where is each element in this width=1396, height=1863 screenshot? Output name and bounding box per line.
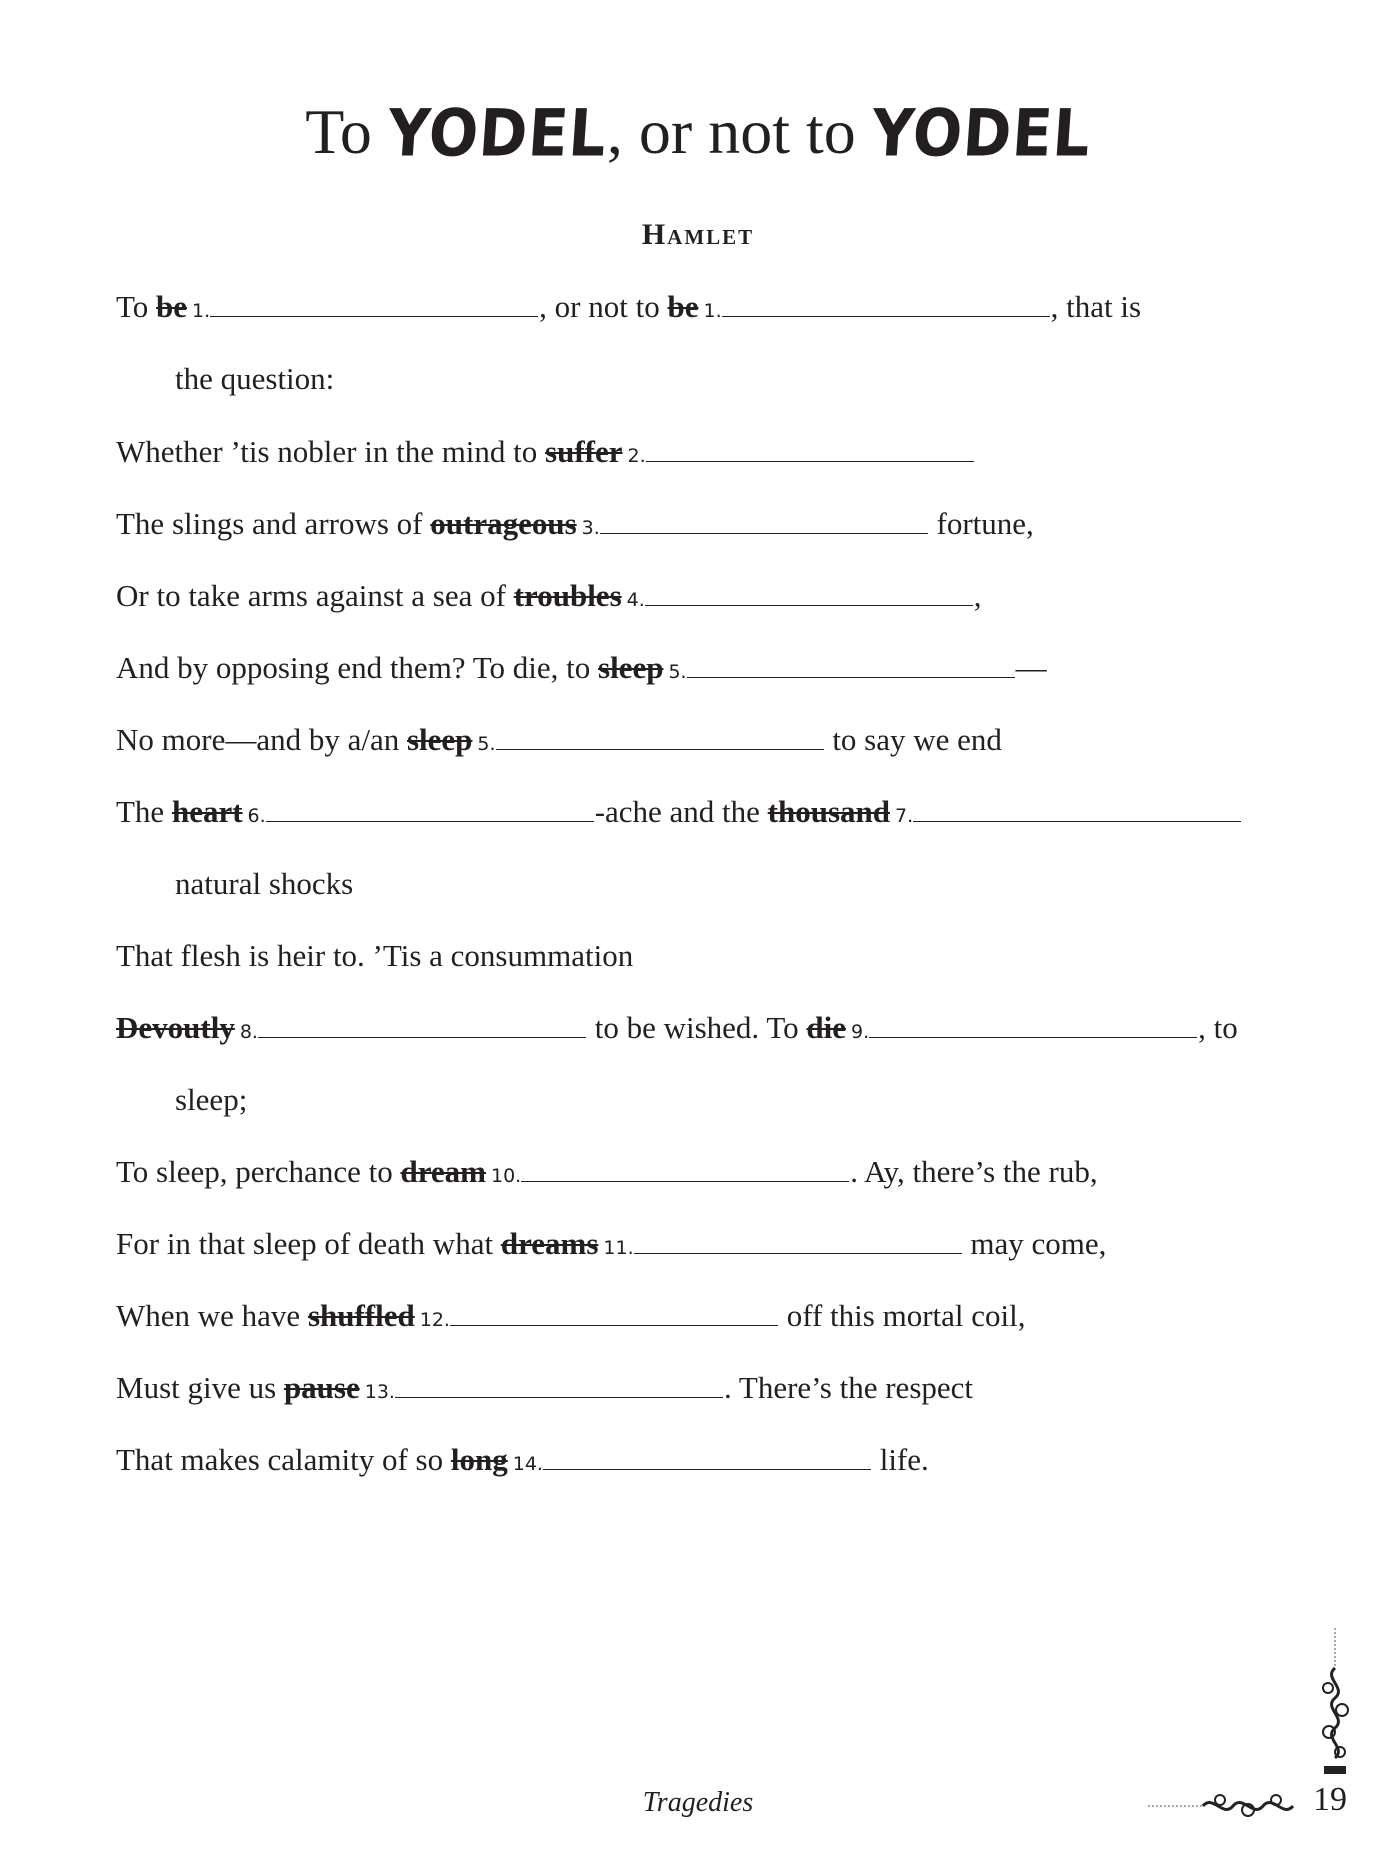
poem-line: [175, 1075, 247, 1125]
line-text: off this mortal coil,: [778, 1298, 1026, 1333]
line-text: natural shocks: [175, 866, 354, 901]
fill-in-blank[interactable]: [266, 821, 594, 822]
struck-word: be: [156, 289, 188, 324]
poem-line: [116, 1219, 1106, 1269]
title-yodel-word: YODEL: [385, 94, 610, 172]
fill-in-blank[interactable]: [634, 1253, 962, 1254]
blank-number: 12.: [419, 1309, 450, 1331]
line-text: to be wished. To: [586, 1010, 807, 1045]
struck-word: thousand: [767, 794, 891, 829]
fill-in-blank[interactable]: [646, 461, 974, 462]
fill-in-blank[interactable]: [722, 316, 1050, 317]
struck-word: outrageous: [430, 506, 577, 541]
line-text: fortune,: [928, 506, 1034, 541]
page-number: 19: [1313, 1781, 1347, 1818]
fill-in-blank[interactable]: [913, 821, 1241, 822]
line-text: That makes calamity of so: [116, 1442, 451, 1477]
line-text: , or not to: [539, 289, 668, 324]
title-part-or-not-to: , or not to: [606, 96, 872, 167]
title-part-to: To: [305, 96, 388, 167]
poem-line: [116, 787, 1242, 837]
line-text: The: [116, 794, 172, 829]
blank-number: 9.: [851, 1021, 870, 1043]
line-text: To sleep, perchance to: [116, 1154, 401, 1189]
line-text: —: [1015, 650, 1047, 685]
line-text: ,: [973, 578, 982, 613]
blank-number: 2.: [627, 445, 646, 467]
line-text: life.: [871, 1442, 929, 1477]
blank-number: 6.: [247, 805, 266, 827]
fill-in-blank[interactable]: [543, 1469, 871, 1470]
struck-word: heart: [171, 794, 243, 829]
blank-number: 1.: [703, 300, 722, 322]
poem-line: [116, 571, 982, 621]
poem-line: [116, 715, 1002, 765]
blank-number: 4.: [626, 589, 645, 611]
line-text: And by opposing end them? To die, to: [116, 650, 599, 685]
blank-number: 1.: [192, 300, 211, 322]
line-text: . Ay, there’s the rub,: [850, 1154, 1098, 1189]
fill-in-blank[interactable]: [395, 1397, 723, 1398]
struck-word: dreams: [500, 1226, 599, 1261]
line-text: the question:: [175, 361, 335, 396]
line-text: When we have: [116, 1298, 308, 1333]
struck-word: sleep: [598, 650, 664, 685]
poem-line: [116, 931, 633, 981]
struck-word: suffer: [545, 434, 623, 469]
line-text: The slings and arrows of: [116, 506, 431, 541]
line-text: . There’s the respect: [723, 1370, 974, 1405]
line-text: That flesh is heir to. ’Tis a consummation: [116, 938, 634, 973]
blank-number: 3.: [581, 517, 600, 539]
title-yodel-word-2: YODEL: [869, 94, 1094, 172]
blank-number: 7.: [895, 805, 914, 827]
blank-number: 5.: [477, 733, 496, 755]
line-text: to say we end: [824, 722, 1002, 757]
struck-word: sleep: [406, 722, 473, 757]
poem-line: [116, 427, 975, 477]
struck-word: long: [450, 1442, 508, 1477]
poem-line: [116, 282, 1141, 332]
page-title: [0, 94, 1396, 172]
line-text: Or to take arms against a sea of: [116, 578, 514, 613]
struck-word: dream: [400, 1154, 486, 1189]
poem-line: [175, 859, 353, 909]
poem-line: [116, 1003, 1238, 1053]
line-text: , to: [1198, 1010, 1238, 1045]
line-text: To: [116, 289, 157, 324]
line-text: Whether ’tis nobler in the mind to: [116, 434, 546, 469]
subtitle-hamlet: Hamlet: [641, 218, 755, 251]
fill-in-blank[interactable]: [521, 1181, 849, 1182]
line-text: For in that sleep of death what: [116, 1226, 501, 1261]
line-text: No more—and by a/an: [116, 722, 407, 757]
struck-word: die: [806, 1010, 847, 1045]
line-text: sleep;: [175, 1082, 248, 1117]
poem-line: [116, 1291, 1026, 1341]
line-text: Must give us: [116, 1370, 284, 1405]
blank-number: 8.: [239, 1021, 258, 1043]
blank-number: 5.: [668, 661, 687, 683]
struck-word: Devoutly: [116, 1010, 235, 1045]
struck-word: pause: [283, 1370, 360, 1405]
fill-in-blank[interactable]: [450, 1325, 778, 1326]
fill-in-blank[interactable]: [258, 1037, 586, 1038]
vertical-flourish-ornament: [1318, 1628, 1352, 1776]
poem-line: [116, 499, 1034, 549]
poem-line: [116, 1147, 1098, 1197]
struck-word: troubles: [513, 578, 622, 613]
footer-section-title: Tragedies: [642, 1787, 754, 1818]
blank-number: 10.: [490, 1165, 522, 1187]
line-text: , that is: [1050, 289, 1142, 324]
struck-word: shuffled: [307, 1298, 415, 1333]
blank-number: 11.: [603, 1237, 634, 1259]
blank-number: 14.: [512, 1453, 543, 1475]
poem-line: [175, 354, 334, 404]
poem-line: [116, 1435, 929, 1485]
struck-word: be: [667, 289, 699, 324]
fill-in-blank[interactable]: [210, 316, 538, 317]
poem-line: [116, 1363, 973, 1413]
fill-in-blank[interactable]: [600, 533, 928, 534]
line-text: -ache and the: [594, 794, 768, 829]
fill-in-blank[interactable]: [645, 605, 973, 606]
poem-line: [116, 643, 1047, 693]
fill-in-blank[interactable]: [869, 1037, 1197, 1038]
blank-number: 13.: [364, 1381, 395, 1403]
fill-in-blank[interactable]: [687, 677, 1015, 678]
line-text: may come,: [962, 1226, 1107, 1261]
fill-in-blank[interactable]: [496, 749, 824, 750]
